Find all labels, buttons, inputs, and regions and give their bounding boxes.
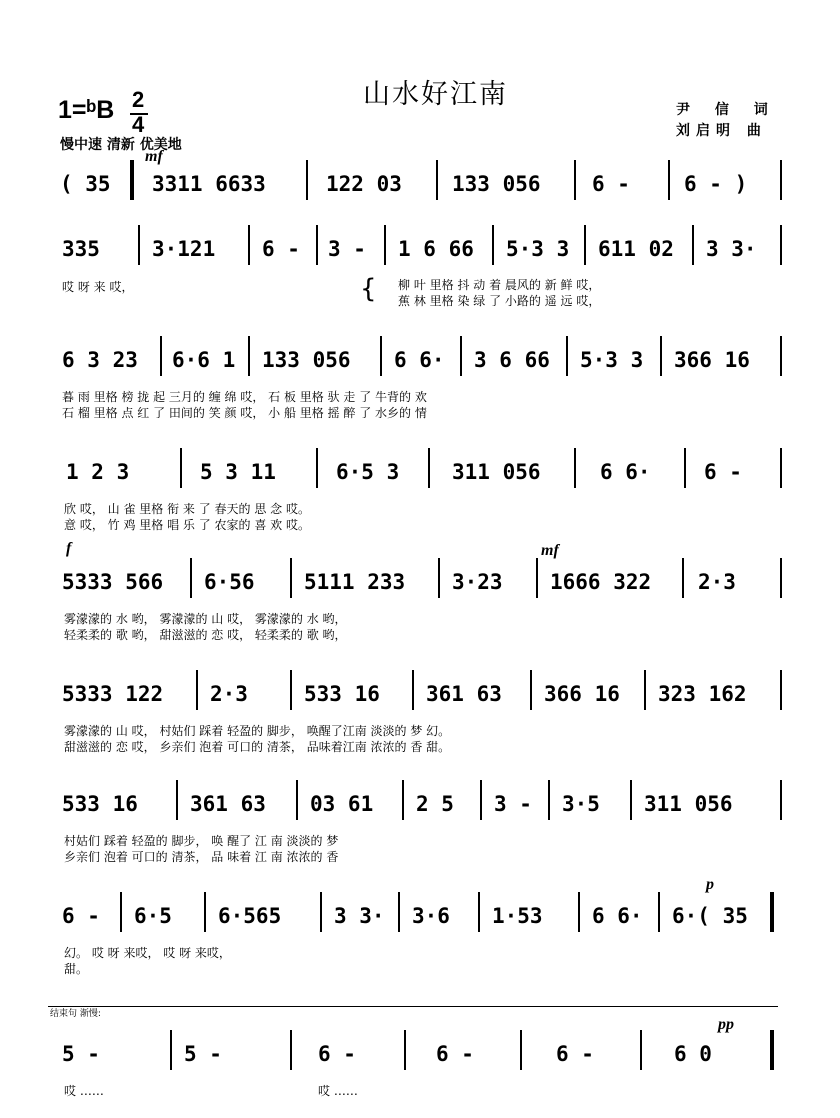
barline	[460, 336, 462, 376]
measure: 3·5	[562, 792, 600, 816]
measure: 6 6·	[592, 904, 643, 928]
barline	[290, 558, 292, 598]
lyric-line: 哎 呀 来 哎，	[62, 280, 134, 294]
barline	[120, 892, 122, 932]
barline	[548, 780, 550, 820]
composer-credit: 刘启明 曲	[676, 123, 767, 139]
lyric-line: 雾濛濛的 山 哎， 村姑们 踩着 轻盈的 脚步， 唤醒了江南 淡淡的 梦 幻。	[64, 724, 451, 738]
tempo-marking: 慢中速 清新 优美地	[60, 137, 182, 153]
measure: 5 3 11	[200, 460, 276, 484]
barline	[290, 670, 292, 710]
barline	[438, 558, 440, 598]
measure: 311 056	[644, 792, 733, 816]
measure: 1 6 66	[398, 237, 474, 261]
barline	[566, 336, 568, 376]
barline	[480, 780, 482, 820]
key-signature: 1=ᵇB	[58, 96, 115, 124]
barline	[436, 160, 438, 200]
measure: 3 -	[328, 237, 366, 261]
lyric-line: 轻柔柔的 歌 哟， 甜滋滋的 恋 哎， 轻柔柔的 歌 哟，	[64, 628, 347, 642]
barline	[138, 225, 140, 265]
lyric-line: 暮 雨 里格 榜 拢 起 三月的 缠 绵 哎， 石 板 里格 驮 走 了 牛背的 欢	[62, 390, 427, 404]
barline	[384, 225, 386, 265]
measure: 3 3·	[334, 904, 385, 928]
barline	[180, 448, 182, 488]
time-signature-bottom: 4	[132, 112, 145, 137]
verse-brace: {	[360, 274, 377, 304]
measure: 311 056	[452, 460, 541, 484]
measure: 361 63	[426, 682, 502, 706]
barline	[296, 780, 298, 820]
barline	[684, 448, 686, 488]
barline	[404, 1030, 406, 1070]
measure: 6·6 1	[172, 348, 236, 372]
measure: 6 -	[436, 1042, 474, 1066]
barline	[536, 558, 538, 598]
measure: 2 5	[416, 792, 454, 816]
lyric-line: 雾濛濛的 水 哟， 雾濛濛的 山 哎， 雾濛濛的 水 哟，	[64, 612, 347, 626]
measure: 6 6·	[394, 348, 445, 372]
barline	[190, 558, 192, 598]
lyric-line: 甜。	[64, 962, 89, 976]
measure: 6 -	[556, 1042, 594, 1066]
measure: 6·5 3	[336, 460, 400, 484]
barline	[412, 670, 414, 710]
barline	[780, 780, 782, 820]
barline	[780, 670, 782, 710]
barline	[306, 160, 308, 200]
measure: 3 3·	[706, 237, 757, 261]
barline	[668, 160, 670, 200]
measure: 6 0	[674, 1042, 712, 1066]
barline	[520, 1030, 522, 1070]
measure: 366 16	[544, 682, 620, 706]
final-barline	[770, 1030, 774, 1070]
barline	[204, 892, 206, 932]
time-signature-top: 2	[132, 87, 145, 112]
measure: 122 03	[326, 172, 402, 196]
measure: 03 61	[310, 792, 374, 816]
barline	[248, 225, 250, 265]
lyric-line: 哎 ……	[318, 1084, 358, 1098]
measure: 6 3 23	[62, 348, 138, 372]
barline	[660, 336, 662, 376]
measure: 3311 6633	[152, 172, 266, 196]
ending-label: 结束句 渐慢:	[50, 1009, 101, 1019]
barline	[176, 780, 178, 820]
barline	[578, 892, 580, 932]
measure: 6·565	[218, 904, 282, 928]
measure: 2·3	[698, 570, 736, 594]
measure: 3·6	[412, 904, 450, 928]
measure: 6 - )	[684, 172, 748, 196]
measure: 6 -	[592, 172, 630, 196]
lyric-line: 蕉 林 里格 染 绿 了 小路的 遥 远 哎，	[398, 294, 601, 308]
measure: 1 2 3	[66, 460, 130, 484]
measure: 133 056	[262, 348, 351, 372]
lyric-line: 石 榴 里格 点 红 了 田间的 笑 颜 哎， 小 船 里格 摇 醉 了 水乡的 情	[62, 406, 427, 420]
measure: 6·56	[204, 570, 255, 594]
barline	[428, 448, 430, 488]
measure: ( 35	[60, 172, 111, 196]
measure: 3 6 66	[474, 348, 550, 372]
barline	[530, 670, 532, 710]
barline	[248, 336, 250, 376]
barline	[780, 160, 782, 200]
barline	[290, 1030, 292, 1070]
measure: 366 16	[674, 348, 750, 372]
barline	[692, 225, 694, 265]
coda-frame	[48, 1006, 778, 1007]
barline	[574, 448, 576, 488]
measure: 6 -	[62, 904, 100, 928]
dynamic-f: f	[66, 540, 72, 557]
barline	[780, 558, 782, 598]
lyric-line: 乡亲们 泡着 可口的 清茶， 品 味着 江 南 浓浓的 香	[64, 850, 339, 864]
measure: 533 16	[62, 792, 138, 816]
measure: 1666 322	[550, 570, 652, 594]
measure: 323 162	[658, 682, 747, 706]
measure: 5333 122	[62, 682, 164, 706]
barline	[320, 892, 322, 932]
measure: 3 -	[494, 792, 532, 816]
lyric-line: 欣 哎， 山 雀 里格 衔 来 了 春天的 思 念 哎。	[64, 502, 310, 516]
lyric-line: 柳 叶 里格 抖 动 着 晨风的 新 鲜 哎，	[398, 278, 601, 292]
dynamic-mf: mf	[145, 148, 163, 165]
measure: 1·53	[492, 904, 543, 928]
measure: 5 -	[62, 1042, 100, 1066]
barline	[682, 558, 684, 598]
lyric-line: 哎 ……	[64, 1084, 104, 1098]
barline	[478, 892, 480, 932]
barline	[780, 336, 782, 376]
barline	[780, 448, 782, 488]
barline	[492, 225, 494, 265]
measure: 6 -	[704, 460, 742, 484]
measure: 6 -	[318, 1042, 356, 1066]
barline	[574, 160, 576, 200]
measure: 133 056	[452, 172, 541, 196]
dynamic-p: p	[706, 876, 714, 893]
measure: 3·23	[452, 570, 503, 594]
repeat-barline	[130, 160, 134, 200]
barline	[398, 892, 400, 932]
lyric-line: 甜滋滋的 恋 哎， 乡亲们 泡着 可口的 清茶， 品味着江南 浓浓的 香 甜。	[64, 740, 451, 754]
barline	[630, 780, 632, 820]
barline	[658, 892, 660, 932]
lyricist-credit: 尹 信 词	[676, 102, 778, 118]
barline	[316, 448, 318, 488]
measure: 5333 566	[62, 570, 164, 594]
lyric-line: 村姑们 踩着 轻盈的 脚步， 唤 醒了 江 南 淡淡的 梦	[64, 834, 339, 848]
measure: 533 16	[304, 682, 380, 706]
lyric-line: 幻。 哎 呀 来哎， 哎 呀 来哎，	[64, 946, 231, 960]
measure: 3·121	[152, 237, 216, 261]
barline	[780, 225, 782, 265]
barline	[316, 225, 318, 265]
measure: 6 6·	[600, 460, 651, 484]
measure: 6 -	[262, 237, 300, 261]
measure: 335	[62, 237, 100, 261]
barline	[402, 780, 404, 820]
barline	[584, 225, 586, 265]
barline	[644, 670, 646, 710]
barline	[170, 1030, 172, 1070]
measure: 2·3	[210, 682, 248, 706]
measure: 5 -	[184, 1042, 222, 1066]
barline	[196, 670, 198, 710]
barline	[380, 336, 382, 376]
measure: 5111 233	[304, 570, 406, 594]
measure: 5·3 3	[506, 237, 570, 261]
repeat-end-barline	[770, 892, 774, 932]
dynamic-mf: mf	[541, 542, 559, 559]
dynamic-pp: pp	[718, 1016, 734, 1033]
measure: 5·3 3	[580, 348, 644, 372]
barline	[160, 336, 162, 376]
measure: 361 63	[190, 792, 266, 816]
song-title: 山水好江南	[363, 79, 508, 110]
measure: 611 02	[598, 237, 674, 261]
lyric-line: 意 哎， 竹 鸡 里格 唱 乐 了 农家的 喜 欢 哎。	[64, 518, 310, 532]
measure: 6·5	[134, 904, 172, 928]
barline	[640, 1030, 642, 1070]
measure: 6·( 35	[672, 904, 748, 928]
